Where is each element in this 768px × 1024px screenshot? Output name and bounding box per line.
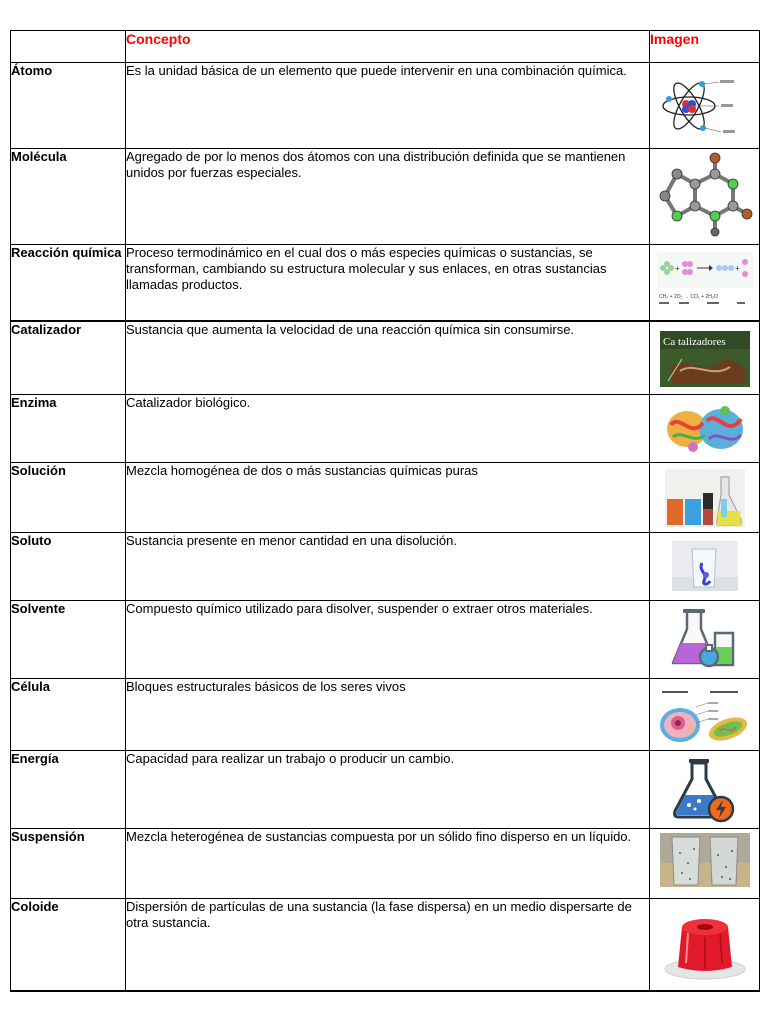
definition-cell: Sustancia presente en menor cantidad en una disolución.: [126, 533, 650, 601]
image-cell: [650, 899, 760, 991]
image-cell: [650, 601, 760, 679]
solution-flasks-icon: [665, 469, 745, 527]
energy-flask-icon: [669, 755, 741, 825]
table-row: [11, 63, 760, 149]
term-cell: Reacción química: [11, 245, 126, 321]
image-cell: [650, 463, 760, 533]
header-row: [11, 31, 760, 63]
definition-cell: Bloques estructurales básicos de los seres vivos: [126, 679, 650, 751]
definition-cell: Proceso termodinámico en el cual dos o más especies químicas o sustancias, se transforman, cambiando su estructura molecular y sus enlaces, en otras sustancias llamadas productos.: [126, 245, 650, 321]
table-row: [11, 829, 760, 899]
term-cell: Soluto: [11, 533, 126, 601]
term-cell: Coloide: [11, 899, 126, 991]
image-cell: [650, 751, 760, 829]
suspension-glasses-icon: [660, 833, 750, 887]
term-cell: Energía: [11, 751, 126, 829]
table-row: [11, 899, 760, 991]
term-cell: Solvente: [11, 601, 126, 679]
definition-cell: Agregado de por lo menos dos átomos con una distribución definida que se mantienen unidos por fuerzas especiales.: [126, 149, 650, 245]
cell-diagram-icon: [658, 689, 752, 745]
definition-cell: Sustancia que aumenta la velocidad de una reacción química sin consumirse.: [126, 321, 650, 395]
image-cell: [650, 63, 760, 149]
header-concepto: Concepto: [126, 31, 650, 63]
table-row: [11, 149, 760, 245]
header-empty-cell: [11, 31, 126, 63]
glossary-table: [10, 30, 760, 992]
term-cell: Solución: [11, 463, 126, 533]
reaction-equation-icon: [657, 248, 753, 310]
image-cell: [650, 149, 760, 245]
image-cell: [650, 321, 760, 395]
image-cell: [650, 533, 760, 601]
svg-text:Ca talizadores: Ca talizadores: [662, 335, 726, 348]
table-row: [11, 751, 760, 829]
enzyme-protein-icon: [663, 399, 747, 459]
svg-text:+: +: [734, 264, 740, 273]
table-row: [11, 321, 760, 395]
atom-icon: [659, 66, 751, 144]
definition-cell: Es la unidad básica de un elemento que puede intervenir en una combinación química.: [126, 63, 650, 149]
colloid-jelly-icon: [660, 903, 750, 983]
definition-cell: Compuesto químico utilizado para disolver, suspender o extraer otros materiales.: [126, 601, 650, 679]
table-row: [11, 245, 760, 321]
term-cell: Enzima: [11, 395, 126, 463]
solvent-flask-icon: [669, 607, 741, 671]
table-row: [11, 679, 760, 751]
term-cell: Catalizador: [11, 321, 126, 395]
image-cell: [650, 679, 760, 751]
image-cell: [650, 245, 760, 321]
svg-text:CH₄ + 2O₂ → CO₂ + 2H₂O: CH₄ + 2O₂ → CO₂ + 2H₂O: [658, 294, 718, 300]
image-cell: [650, 829, 760, 899]
table-row: [11, 601, 760, 679]
solute-beaker-icon: [672, 541, 738, 591]
term-cell: Célula: [11, 679, 126, 751]
definition-cell: Mezcla heterogénea de sustancias compuesta por un sólido fino disperso en un líquido.: [126, 829, 650, 899]
header-imagen: Imagen: [650, 31, 760, 63]
table-row: [11, 463, 760, 533]
svg-text:+: +: [674, 264, 680, 273]
table-row: [11, 533, 760, 601]
term-cell: Átomo: [11, 63, 126, 149]
term-cell: Molécula: [11, 149, 126, 245]
definition-cell: Dispersión de partículas de una sustancia (la fase dispersa) en un medio dispersarte de otra sustancia.: [126, 899, 650, 991]
definition-cell: Capacidad para realizar un trabajo o producir un cambio.: [126, 751, 650, 829]
term-cell: Suspensión: [11, 829, 126, 899]
catalyst-image: [660, 331, 750, 387]
definition-cell: Mezcla homogénea de dos o más sustancias químicas puras: [126, 463, 650, 533]
image-cell: [650, 395, 760, 463]
molecule-icon: [657, 152, 753, 238]
definition-cell: Catalizador biológico.: [126, 395, 650, 463]
table-row: [11, 395, 760, 463]
